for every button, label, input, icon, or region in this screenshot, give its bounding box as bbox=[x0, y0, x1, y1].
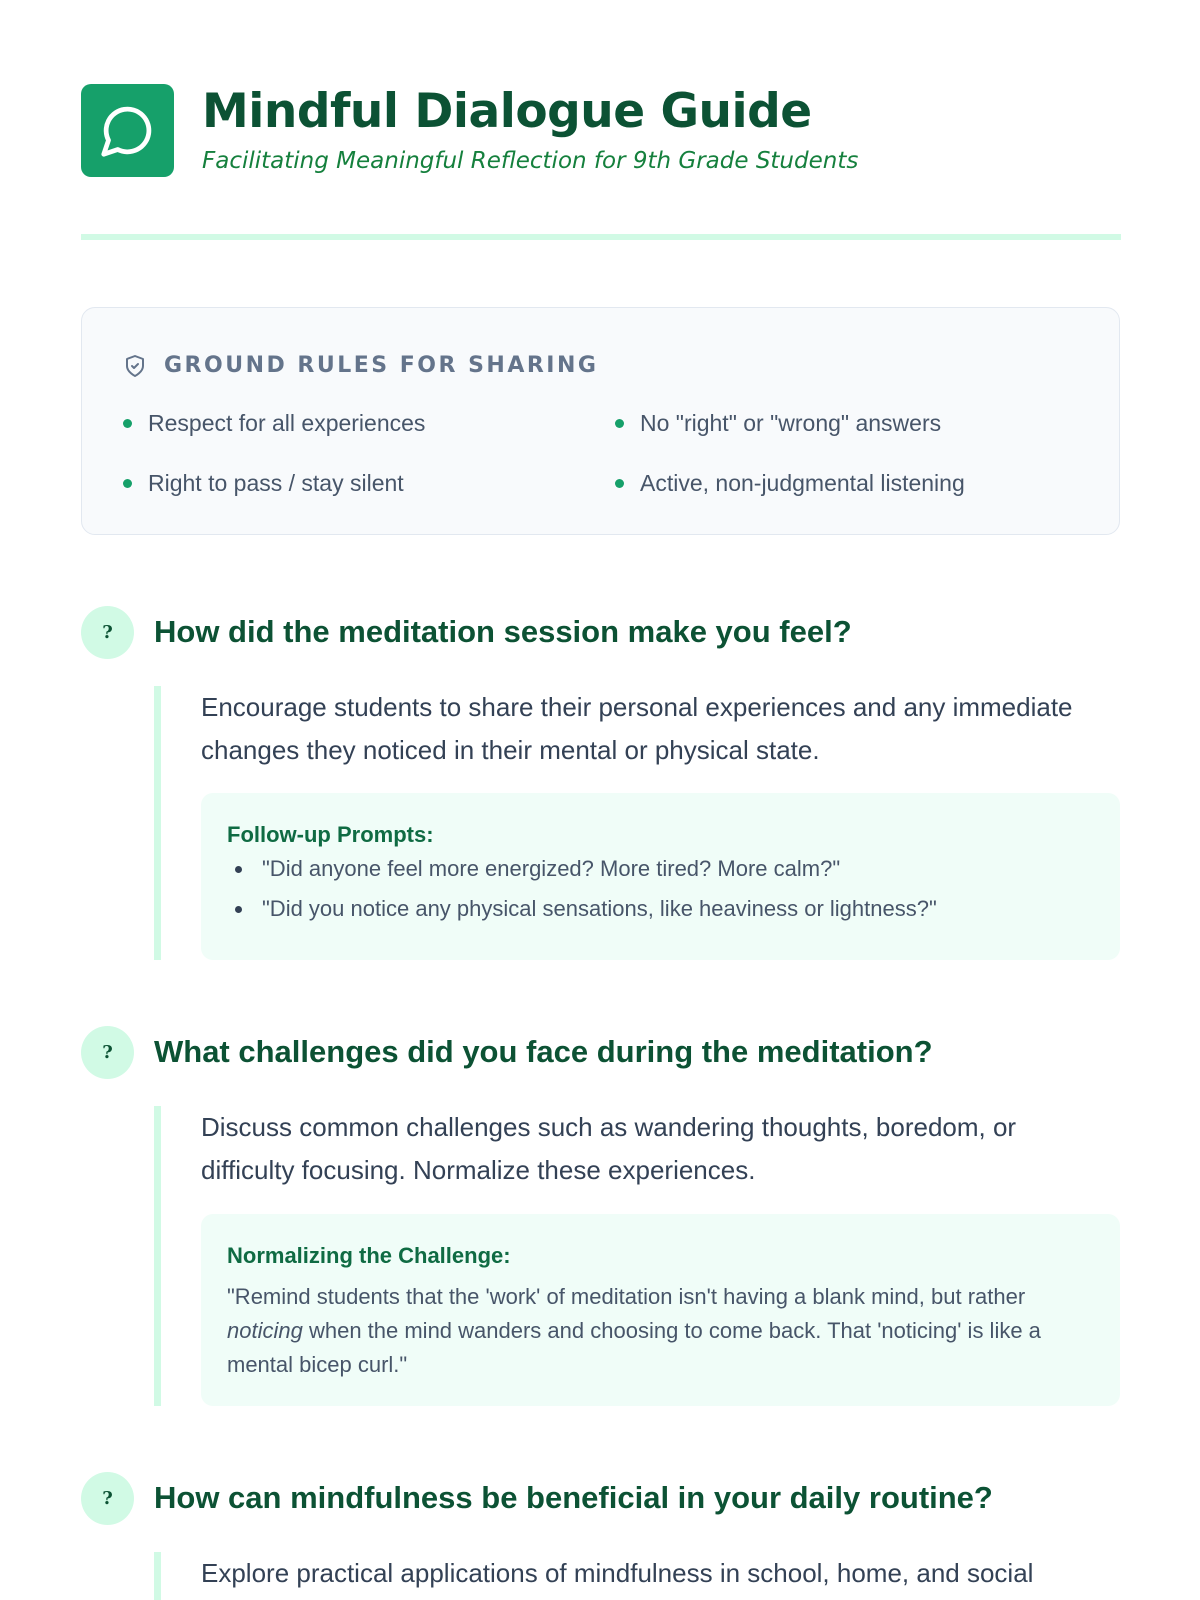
follow-up-callout bbox=[201, 793, 1120, 960]
prompt-text: "Did anyone feel more energized? More tired? More calm?" bbox=[262, 856, 841, 881]
bullet-dot bbox=[615, 479, 624, 488]
shield-check-icon bbox=[123, 354, 147, 378]
header bbox=[81, 84, 1121, 178]
question-title: What challenges did you face during the meditation? bbox=[154, 1034, 933, 1069]
question-accent-bar bbox=[154, 1552, 161, 1600]
question-badge: ? bbox=[81, 606, 134, 659]
bullet-dot bbox=[123, 419, 132, 428]
logo bbox=[81, 84, 174, 177]
prompt-text: "Did you notice any physical sensations, like heaviness or lightness?" bbox=[262, 896, 937, 921]
question-description: Encourage students to share their personal experiences and any immediate changes they noticed in their mental or physical state. bbox=[201, 692, 1073, 765]
question-description: Discuss common challenges such as wandering thoughts, boredom, or difficulty focusing. Normalize these experiences. bbox=[201, 1112, 1017, 1185]
ground-rule-text: Respect for all experiences bbox=[148, 410, 426, 436]
ground-rule-text: No "right" or "wrong" answers bbox=[640, 410, 942, 436]
bullet-dot bbox=[123, 479, 132, 488]
callout-text: when the mind wanders and choosing to come back. That 'noticing' is like a mental bicep curl." bbox=[227, 1318, 1041, 1377]
bullet-dot bbox=[615, 419, 624, 428]
question-badge: ? bbox=[81, 1472, 134, 1525]
ground-rules-title: GROUND RULES FOR SHARING bbox=[164, 353, 599, 378]
bullet-dot bbox=[235, 906, 242, 913]
callout-title: Follow-up Prompts: bbox=[227, 822, 434, 847]
header-divider bbox=[81, 234, 1121, 240]
ground-rule-text: Right to pass / stay silent bbox=[148, 470, 404, 496]
question-title: How did the meditation session make you feel? bbox=[154, 614, 852, 649]
page-subtitle: Facilitating Meaningful Reflection for 9th Grade Students bbox=[202, 148, 859, 174]
callout-title: Normalizing the Challenge: bbox=[227, 1243, 511, 1268]
question-accent-bar bbox=[154, 686, 161, 960]
question-accent-bar bbox=[154, 1106, 161, 1406]
callout-emphasis: noticing bbox=[227, 1318, 303, 1343]
question-badge: ? bbox=[81, 1026, 134, 1079]
callout-text: "Remind students that the 'work' of meditation isn't having a blank mind, but rather bbox=[227, 1284, 1026, 1309]
ground-rule-text: Active, non-judgmental listening bbox=[640, 470, 965, 496]
chat-bubble-icon bbox=[99, 102, 156, 159]
ground-rules-panel bbox=[81, 307, 1120, 535]
normalizing-callout bbox=[201, 1214, 1120, 1406]
bullet-dot bbox=[235, 866, 242, 873]
callout-body bbox=[227, 1280, 1087, 1382]
page-title: Mindful Dialogue Guide bbox=[202, 84, 812, 139]
question-description: Explore practical applications of mindfulness in school, home, and social bbox=[201, 1558, 1034, 1588]
question-title: How can mindfulness be beneficial in your daily routine? bbox=[154, 1480, 993, 1515]
